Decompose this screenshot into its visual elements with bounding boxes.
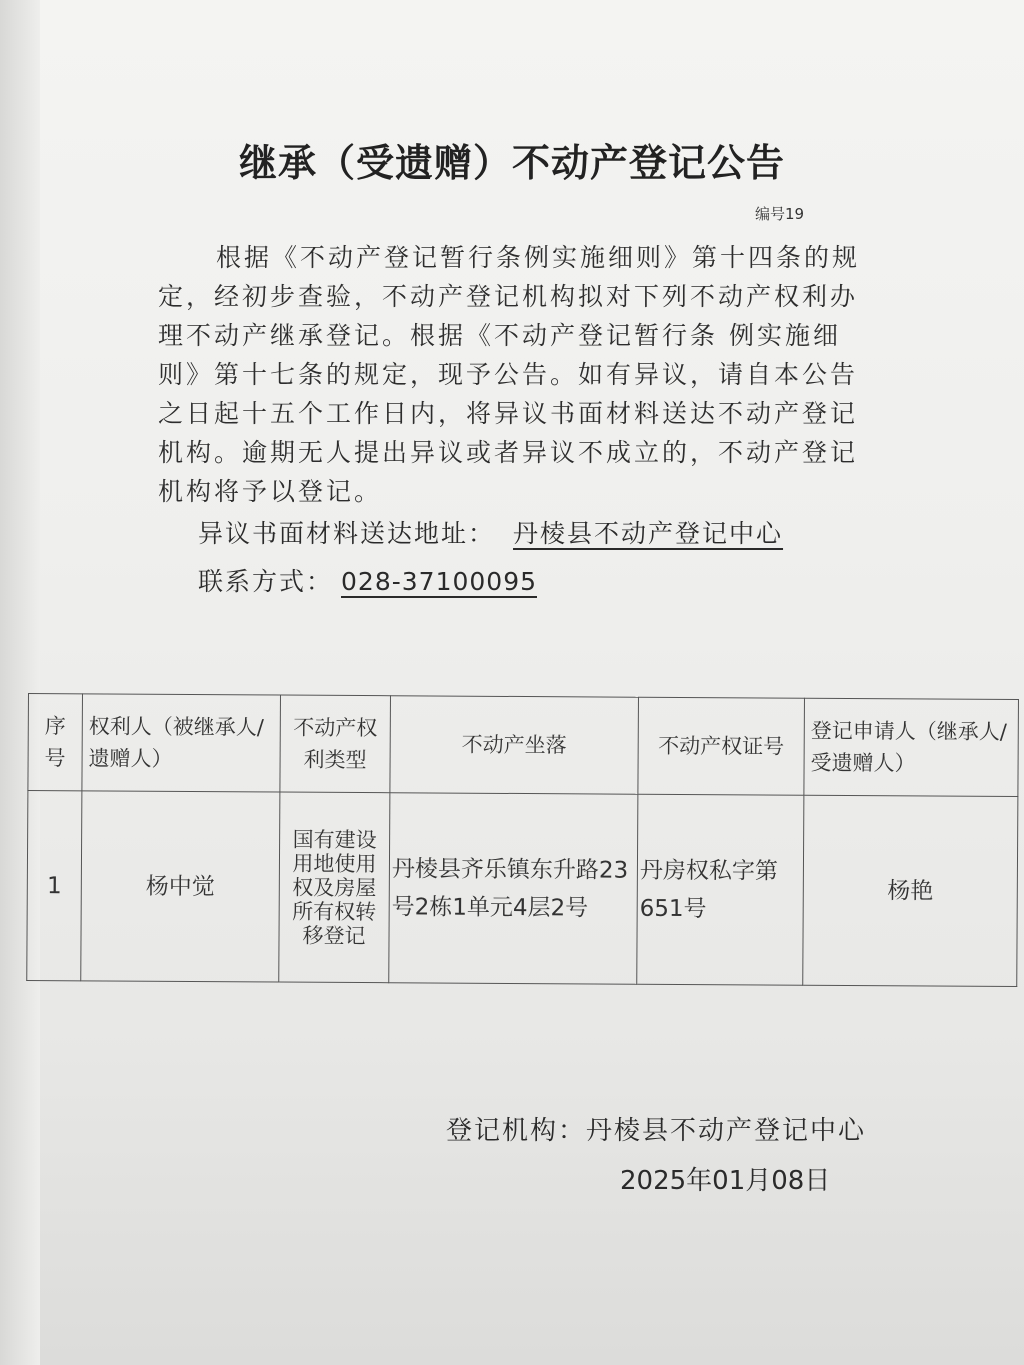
body-line: 定，经初步查验，不动产登记机构拟对下列不动产权利办 (158, 282, 859, 311)
contact-phone: 028-37100095 (341, 567, 537, 596)
header-right-type: 不动产权利类型 (280, 695, 391, 793)
objection-address-value: 丹棱县不动产登记中心 (513, 519, 784, 548)
header-certificate: 不动产权证号 (638, 697, 805, 795)
contact-info (198, 562, 537, 598)
notice-body (158, 238, 870, 511)
contact-label: 联系方式： (198, 567, 334, 596)
header-location: 不动产坐落 (390, 696, 639, 795)
header-holder: 权利人（被继承人/遗赠人） (82, 694, 281, 792)
table-header-row (28, 694, 1019, 797)
cell-applicant: 杨艳 (803, 795, 1018, 986)
cell-right-type: 国有建设用地使用权及房屋所有权转移登记 (279, 792, 390, 983)
body-line: 根据《不动产登记暂行条例实施细则》第十四条的规 (216, 243, 861, 272)
cell-index: 1 (27, 791, 82, 981)
body-line: 之日起十五个工作日内，将异议书面材料送达不动产登记 (158, 399, 859, 428)
cell-holder: 杨中觉 (81, 791, 280, 982)
table-row (27, 791, 1018, 987)
body-line: 机构。逾期无人提出异议或者异议不成立的，不动产登记 (158, 438, 859, 467)
objection-address-label: 异议书面材料送达地址： (198, 519, 496, 548)
body-line: 机构将予以登记。 (158, 477, 383, 506)
serial-number: 编号19 (755, 205, 805, 223)
header-index: 序号 (28, 694, 83, 791)
header-applicant: 登记申请人（继承人/受遗赠人） (804, 698, 1019, 796)
body-line: 理不动产继承登记。根据《不动产登记暂行条 例实施细 (158, 321, 841, 350)
notice-date: 2025年01月08日 (620, 1166, 831, 1196)
body-line: 则》第十七条的规定，现予公告。如有异议，请自本公告 (158, 360, 859, 389)
registration-organization: 登记机构：丹棱县不动产登记中心 (446, 1116, 867, 1146)
notice-title: 继承（受遗赠）不动产登记公告 (238, 140, 785, 185)
cell-certificate: 丹房权私字第651号 (637, 794, 804, 985)
property-table (26, 693, 1019, 987)
objection-address (198, 514, 783, 550)
cell-location: 丹棱县齐乐镇东升路23号2栋1单元4层2号 (389, 793, 638, 985)
